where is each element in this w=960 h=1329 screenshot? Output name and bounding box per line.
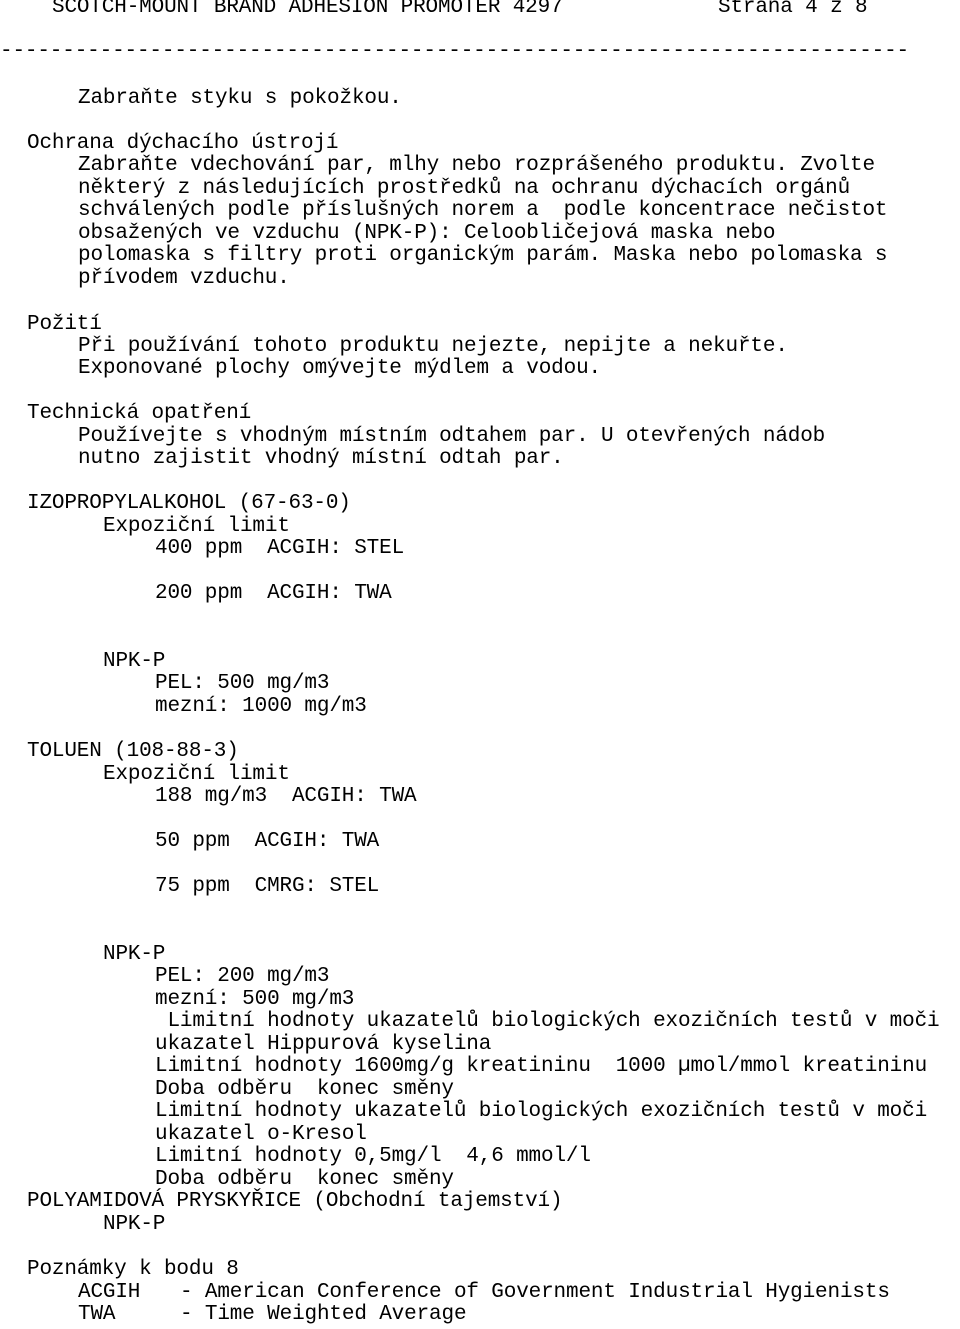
respiratory-line: některý z následujících prostředků na ochranu dýchacích orgánů (78, 177, 851, 200)
technical-line: nutno zajistit vhodný místní odtah par. (78, 447, 564, 470)
exposure-limit-label: Expoziční limit (103, 763, 290, 786)
technical-heading: Technická opatření (27, 402, 252, 425)
npk-label: NPK-P (103, 943, 166, 966)
substance-name: TOLUEN (108-88-3) (27, 740, 239, 763)
respiratory-line: polomaska s filtry proti organickým parám. Maska nebo polomaska s (78, 244, 888, 267)
header-rule: ------------------------------------------------------------------------- (0, 40, 910, 63)
ingestion-heading: Požití (27, 313, 102, 336)
note-description: - American Conference of Government Industrial Hygienists (180, 1281, 890, 1304)
respiratory-heading: Ochrana dýchacího ústrojí (27, 132, 339, 155)
exposure-limit-value: 75 ppm CMRG: STEL (155, 875, 380, 898)
mezni-value: mezní: 1000 mg/m3 (155, 695, 367, 718)
bio-limit-line: Limitní hodnoty ukazatelů biologických exozičních testů v moči (155, 1100, 928, 1123)
bio-limit-line: Limitní hodnoty 0,5mg/l 4,6 mmol/l (155, 1145, 591, 1168)
respiratory-line: schválených podle příslušných norem a podle koncentrace nečistot (78, 199, 888, 222)
bio-limit-line: Limitní hodnoty 1600mg/g kreatininu 1000 µmol/mmol kreatininu (155, 1055, 928, 1078)
pel-value: PEL: 200 mg/m3 (155, 965, 330, 988)
substance-name: POLYAMIDOVÁ PRYSKYŘICE (Obchodní tajemství) (27, 1190, 563, 1213)
npk-label: NPK-P (103, 650, 166, 673)
technical-line: Používejte s vhodným místním odtahem par. U otevřených nádob (78, 425, 826, 448)
respiratory-line: Zabraňte vdechování par, mlhy nebo rozprášeného produktu. Zvolte (78, 154, 875, 177)
bio-limit-line: ukazatel o-Kresol (155, 1123, 367, 1146)
respiratory-line: přívodem vzduchu. (78, 267, 290, 290)
exposure-limit-value: 400 ppm ACGIH: STEL (155, 537, 405, 560)
notes-heading: Poznámky k bodu 8 (27, 1258, 239, 1281)
exposure-limit-label: Expoziční limit (103, 515, 290, 538)
substance-name: IZOPROPYLALKOHOL (67-63-0) (27, 492, 351, 515)
page-number: Strana 4 z 8 (718, 0, 868, 19)
note-description: - Time Weighted Average (180, 1303, 467, 1326)
exposure-limit-value: 50 ppm ACGIH: TWA (155, 830, 380, 853)
npk-label: NPK-P (103, 1213, 166, 1236)
bio-limit-line: Doba odběru konec směny (155, 1168, 454, 1191)
respiratory-line: obsažených ve vzduchu (NPK-P): Celoobličejová maska nebo (78, 222, 776, 245)
pel-value: PEL: 500 mg/m3 (155, 672, 330, 695)
exposure-limit-value: 200 ppm ACGIH: TWA (155, 582, 392, 605)
bio-limit-line: ukazatel Hippurová kyselina (155, 1033, 492, 1056)
document-title: SCOTCH-MOUNT BRAND ADHESION PROMOTER 4297 (52, 0, 563, 19)
mezni-value: mezní: 500 mg/m3 (155, 988, 355, 1011)
ingestion-line: Exponované plochy omývejte mýdlem a vodou. (78, 357, 601, 380)
bio-limit-line: Limitní hodnoty ukazatelů biologických exozičních testů v moči (155, 1010, 940, 1033)
skin-protection-text: Zabraňte styku s pokožkou. (78, 87, 402, 110)
note-abbreviation: TWA (78, 1303, 116, 1326)
bio-limit-line: Doba odběru konec směny (155, 1078, 454, 1101)
note-abbreviation: ACGIH (78, 1281, 141, 1304)
exposure-limit-value: 188 mg/m3 ACGIH: TWA (155, 785, 417, 808)
ingestion-line: Při používání tohoto produktu nejezte, nepijte a nekuřte. (78, 335, 788, 358)
